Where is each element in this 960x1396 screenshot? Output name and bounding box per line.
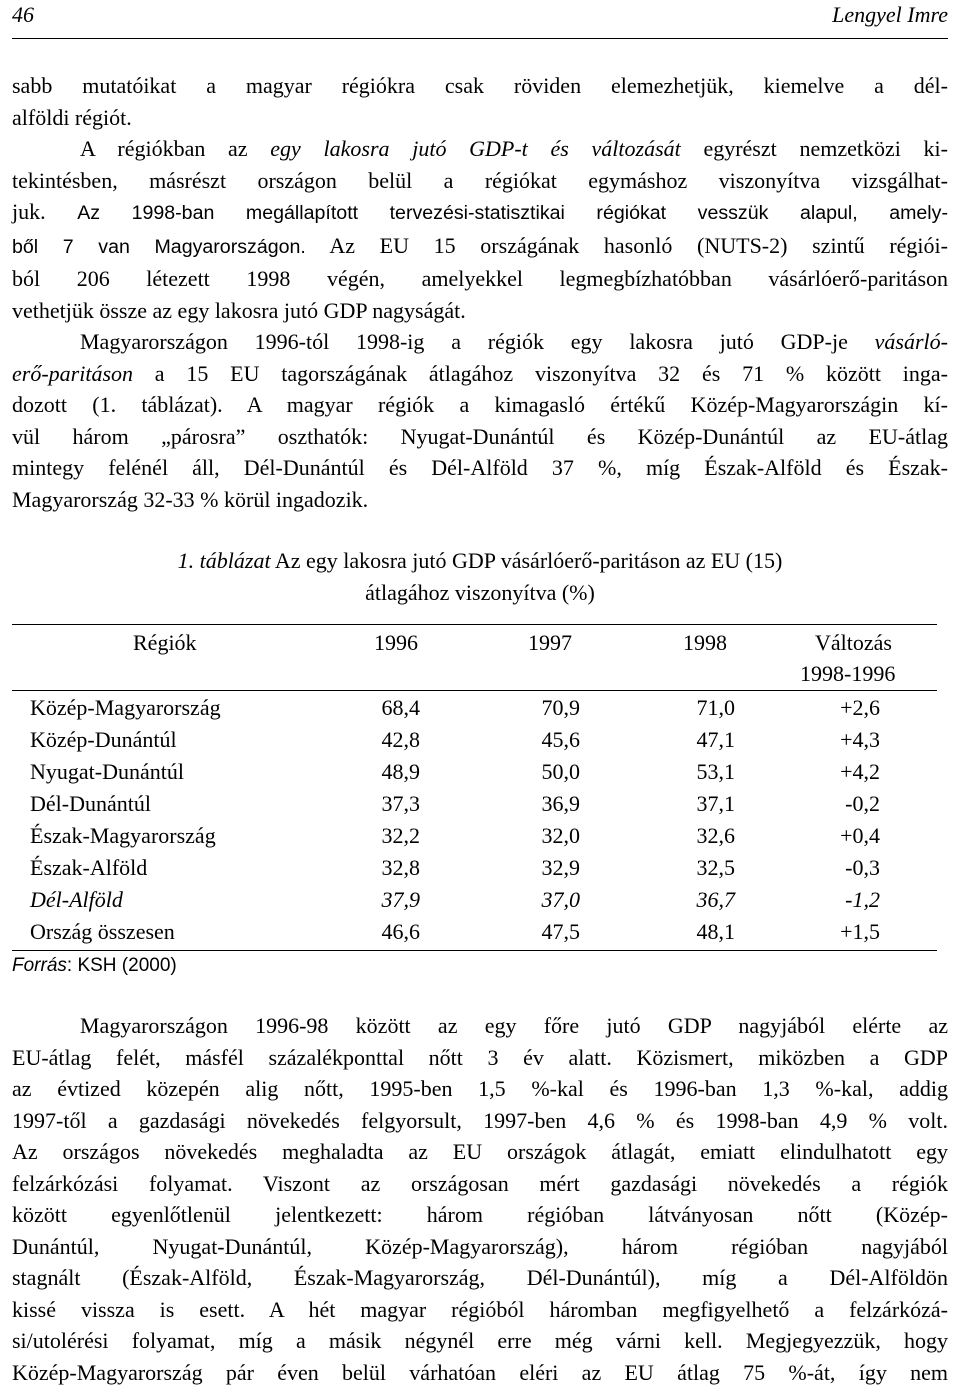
region-name: Közép-Dunántúl xyxy=(30,727,177,752)
text-run: Az EU 15 országának hasonló (NUTS-2) szintű régiói- xyxy=(305,232,948,258)
value-1996: 42,8 xyxy=(381,727,420,752)
value-1998: 53,1 xyxy=(696,759,735,784)
text-line: mintegy felénél áll, Dél-Dunántúl és Dél-Alföld 37 %, míg Észak-Alföld és Észak- xyxy=(12,455,948,480)
value-change: +4,3 xyxy=(840,727,880,752)
text-line: ból 206 létezett 1998 végén, amelyekkel legmegbízhatóbban vásárlóerő-paritáson xyxy=(12,266,948,291)
text-line: Közép-Magyarország pár éven belül várhatóan eléri az EU átlag 75 %-át, így nem xyxy=(12,1359,948,1385)
text-line: tekintésben, másrészt országon belül a régiókat egymáshoz viszonyítva vizsgálhat- xyxy=(12,167,948,193)
value-1997: 47,5 xyxy=(541,919,580,944)
value-change: +1,5 xyxy=(840,919,880,944)
text-line: Magyarországon 1996-98 között az egy főre jutó GDP nagyjából elérte az xyxy=(80,1013,948,1038)
value-1996: 68,4 xyxy=(381,695,420,720)
region-name: Dél-Alföld xyxy=(30,887,123,912)
text-run: a 15 EU tagországának átlagához viszonyítva 32 és 71 % között inga- xyxy=(133,360,948,386)
page-number: 46 xyxy=(12,2,34,27)
text-run: juk. xyxy=(12,199,78,224)
source-label: Forrás xyxy=(12,955,67,976)
text-run: egyrészt nemzetközi ki- xyxy=(680,136,948,161)
col-header-1996: 1996 xyxy=(374,630,418,655)
value-change: +0,4 xyxy=(840,823,880,848)
col-header-change-period: 1998-1996 xyxy=(800,661,896,686)
region-name: Közép-Magyarország xyxy=(30,695,221,720)
emphasis-text: egy lakosra jutó GDP-t és változását xyxy=(270,136,681,161)
value-1997: 32,0 xyxy=(541,823,580,848)
text-line: Az országos növekedés meghaladta az EU országok átlagát, emiatt elindulhatott egy xyxy=(12,1139,948,1164)
caption-text: Az egy lakosra jutó GDP vásárlóerő-paritáson az EU (15) xyxy=(270,548,783,573)
value-1998: 36,7 xyxy=(696,887,735,912)
running-author: Lengyel Imre xyxy=(832,2,948,27)
table-header-rule xyxy=(12,690,937,691)
text-line: alföldi régiót. xyxy=(12,104,132,130)
source-text: : KSH (2000) xyxy=(66,955,177,976)
caption-label: 1. táblázat xyxy=(177,548,271,573)
col-header-change: Változás xyxy=(815,630,892,655)
text-line: felzárkózási folyamat. Viszont az országosan mért gazdasági növekedés a régiók xyxy=(12,1170,948,1196)
text-line: között egyenlőtlenül jelentkezett: három régióban látványosan nőtt (Közép- xyxy=(12,1202,948,1227)
value-1996: 48,9 xyxy=(381,759,420,784)
value-1998: 48,1 xyxy=(696,919,735,944)
text-line: az évtized közepén alig nőtt, 1995-ben 1,5 %-kal és 1996-ban 1,3 %-kal, addig xyxy=(12,1076,948,1101)
text-line: Magyarország 32-33 % körül ingadozik. xyxy=(12,486,369,512)
text-line: kissé vissza is esett. A hét magyar régióból háromban megfigyelhető a felzárkózá- xyxy=(12,1296,948,1322)
region-name: Nyugat-Dunántúl xyxy=(30,759,184,784)
table-bottom-rule xyxy=(12,950,937,951)
sans-text-run: ből 7 van Magyarországon. xyxy=(12,235,306,258)
col-header-1998: 1998 xyxy=(683,630,727,655)
value-1997: 37,0 xyxy=(541,887,580,912)
text-run: Magyarországon 1996-tól 1998-ig a régiók egy lakosra jutó GDP-je xyxy=(80,329,875,354)
text-line: EU-átlag felét, másfél százalékponttal nőtt 3 év alatt. Közismert, miközben a GDP xyxy=(12,1044,948,1070)
text-line: sabb mutatóikat a magyar régiókra csak röviden elemezhetjük, kiemelve a dél- xyxy=(12,73,948,98)
value-1998: 71,0 xyxy=(696,695,735,720)
text-run: A régiókban az xyxy=(80,136,271,161)
value-1997: 70,9 xyxy=(541,695,580,720)
text-line: vül három „párosra” oszthatók: Nyugat-Dunántúl és Közép-Dunántúl az EU-átlag xyxy=(12,423,948,449)
value-change: -0,2 xyxy=(845,791,880,816)
col-header-region: Régiók xyxy=(133,630,197,655)
value-1996: 46,6 xyxy=(381,919,420,944)
region-name: Észak-Magyarország xyxy=(30,823,216,848)
table-source xyxy=(12,955,177,977)
region-name: Dél-Dunántúl xyxy=(30,791,151,816)
value-1998: 37,1 xyxy=(696,791,735,816)
value-change: +2,6 xyxy=(840,695,880,720)
body-paragraph xyxy=(12,1010,948,1388)
value-1997: 45,6 xyxy=(541,727,580,752)
emphasis-text: erő-paritáson xyxy=(12,360,133,386)
value-1997: 32,9 xyxy=(541,855,580,880)
value-change: +4,2 xyxy=(840,759,880,784)
emphasis-text: vásárló- xyxy=(874,329,948,354)
text-line: vethetjük össze az egy lakosra jutó GDP nagyságát. xyxy=(12,297,466,323)
text-line: si/utolérési folyamat, míg a másik négynél erre még várni kell. Megjegyezzük, hogy xyxy=(12,1328,948,1353)
value-1998: 47,1 xyxy=(696,727,735,752)
value-1996: 37,9 xyxy=(381,887,420,912)
value-1996: 32,8 xyxy=(381,855,420,880)
value-1998: 32,5 xyxy=(696,855,735,880)
value-1997: 36,9 xyxy=(541,791,580,816)
value-1998: 32,6 xyxy=(696,823,735,848)
value-change: -0,3 xyxy=(845,855,880,880)
value-change: -1,2 xyxy=(845,887,880,912)
value-1996: 32,2 xyxy=(381,823,420,848)
text-line: 1997-től a gazdasági növekedés felgyorsult, 1997-ben 4,6 % és 1998-ban 4,9 % volt. xyxy=(12,1107,948,1133)
text-line: stagnált (Észak-Alföld, Észak-Magyarország, Dél-Dunántúl), míg a Dél-Alföldön xyxy=(12,1265,948,1290)
value-1996: 37,3 xyxy=(381,791,420,816)
region-name: Észak-Alföld xyxy=(30,855,148,880)
value-1997: 50,0 xyxy=(541,759,580,784)
col-header-1997: 1997 xyxy=(528,630,572,655)
text-line: Dunántúl, Nyugat-Dunántúl, Közép-Magyarország), három régióban nagyjából xyxy=(12,1233,948,1259)
region-name: Ország összesen xyxy=(30,919,175,944)
sans-text-run: Az 1998-ban megállapított tervezési-statisztikai régiókat vesszük alapul, amely- xyxy=(77,202,948,224)
text-line: dozott (1. táblázat). A magyar régiók a kimagasló értékű Közép-Magyarországin kí- xyxy=(12,392,948,417)
caption-line: átlagához viszonyítva (%) xyxy=(365,579,595,605)
